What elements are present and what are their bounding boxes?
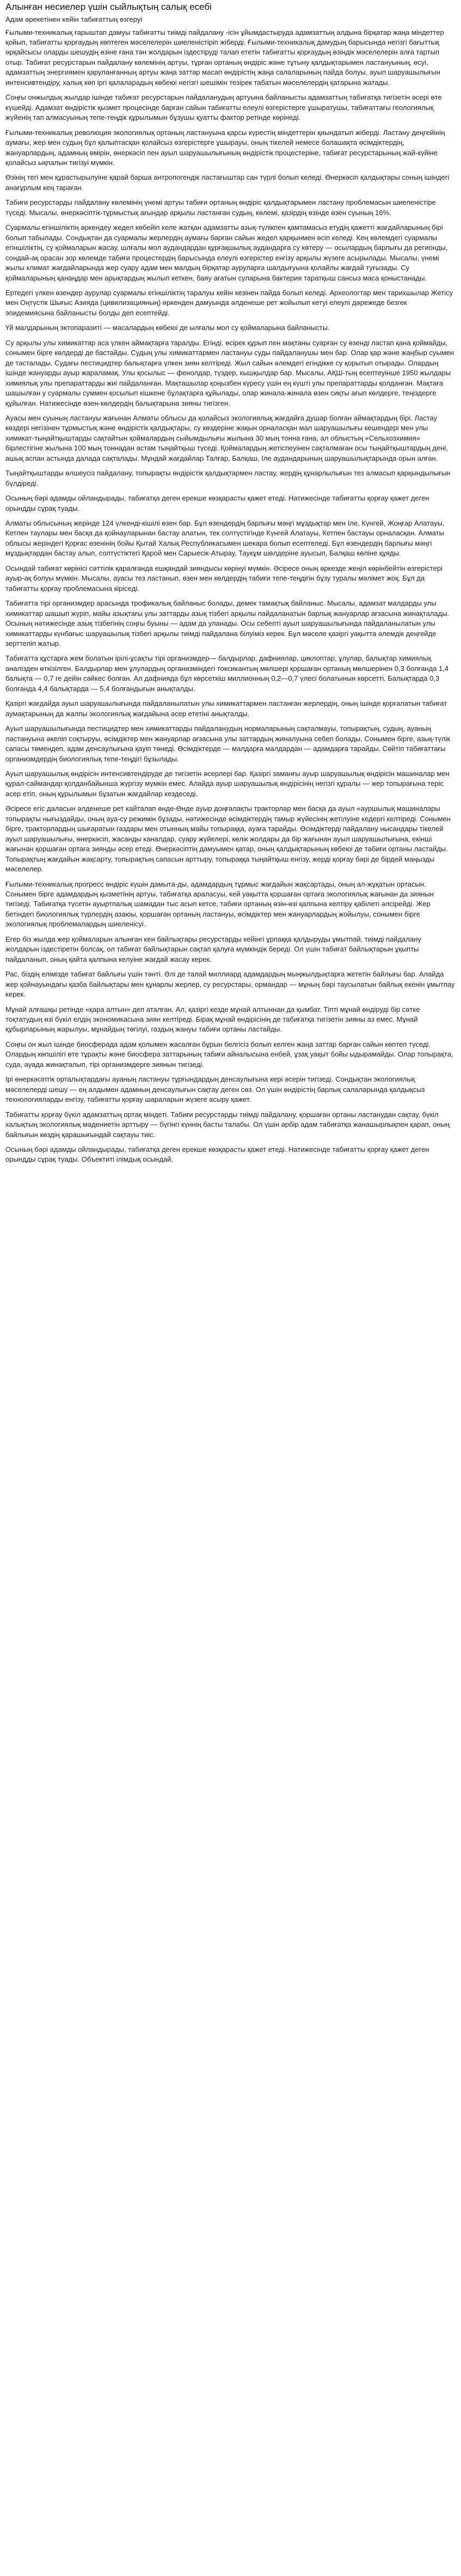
paragraph: Ертедегі үлкен өзендер аурулар суармалы егіншіліктің таралуы кейін кезінен пайда болып келеді. Археологтар мен тарихшылар Жетісу мен Оңтүстік Шығыс Азияда (цивилизацияның) өркенден дамуында әлденеше рет жойылып кетуі елеулі дәрежеде безгек эпидемиясына байланысты болды деп есептейді. [5,288,453,317]
paragraph: Ірі өнеркәсіптік орталықтардағы ауаның ластануы тұрғындардың денсаулығына кері әсерін тигізеді. Сондықтан экологиялық мәселелерді шешу — ең алдымен адамның денсаулығын сақтау деген сөз. Ол үшін өндірістің барлық салаларында қалдықсыз технологияларды енгізу, табиғатты қорғау шараларын жүзеге асыру қажет. [5,1075,425,1104]
paragraph: Ауыл шаруашылық өндірісін интенсивтендіруде де тигізетін әсерлері бар. Қазіргі заманғы ауыр шаруашылық өндірісін машиналар мен құрал-саймандар қолданбайынша жүргізу мүмкін емес. Алайда ауыр шаруашылық өндірісінің негізгі құралы — жер топырағына теріс әсер етіп, оның құрылымын бұзатын жағдайлар кездеседі. [5,770,450,798]
paragraph: Соңғы он жыл ішінде биосферада адам қолымен жасалған бұрын белгісіз болып келген жаңа заттар барған сайын көптеп түседі. Олардың көпшілігі өте тұрақты және биосфера заттарының табиғи айналысына енбей, ұзақ уақыт бойы ыдырамайды. Олар топырақта, суда, ауада жинақталып, тірі организмдерге зиянын тигізеді. [5,1040,453,1069]
paragraph: Рас, біздің елімізде табиғат байлығы үшін тәнті. Әлі де талай миллиард адамдардың мыңжылдықтарға жететін байлығы бар. Алайда жер қойнауындағы қазба байлықтары мен құнарлы жерлер, су ресурстары, ормандар — мұның бәрі таусылатын байлық екенін ұмытпау керек. [5,970,455,999]
paragraph: Табиғи ресурстарды пайдалану көлемінің үнемі артуы табиғи ортаның өндіріс қалдықтарымен ластану проблемасын шиеленістіре түседі. Мысалы, өнеркәсіптік-тұрмыстық ағындар арқылы ластанған судың, көлемі, қазірдің өзінде өзен суының 16%. [5,198,436,217]
paragraph: Соңғы онжылдық жылдар ішінде табиғат ресурстарын пайдаланудың артуына байланысты адамзаттың табиғатқа тигізетін әсері өте күшейді. Адамзат өндірістік қызмет процесінде барған сайын табиғатты елеулі өзгерістерге ұшыратушы, табиғаттағы геологиялық жүйенің тап алмасуының тепе-теңдік құрылымын бұзушы қуатты фактор ретінде көрінеді. [5,93,442,122]
paragraph: Табиғатты қорғау бүкіл адамзаттың ортақ міндеті. Табиғи ресурстарды тиімді пайдалану, қоршаған ортаны ластанудан сақтау, бүкіл халықтың экологиялық мәдениетін арттыру — бүгінгі күннің басты талабы. Ол үшін әрбір адам табиғатқа жанашырлықпен қарап, оның байлығын көздің қарашығындай сақтауы тиіс. [5,1110,450,1139]
paragraph: Тыңайтқыштарды өлшеусіз пайдалану, топырақты өндірістік қалдықтармен ластау, жердің құнарлылығын тез алмасып қарқындылығын бүлдіреді. [5,469,451,487]
paragraph: Табиғатта тірі организмдер арасында трофикалық байланыс болады, демек тамақтық байланыс. Мысалы, адамзат малдарды улы химикаттар шашып жүріп, майы азықтағы улы заттарды азық тізбегі арқылы пайдаланатын барлық жануарлар ағзасына жинақталады. Осының нәтижесінде азық тізбегінің соңғы буыны — адам да уланады. Осы себепті ауыл шаруашылығында пайдаланылатын улы химикаттарды күнбағыс шаруашылық тізбегі арқылы тиімді пайдалана білуіміз керек. Бұл мәселе қазіргі уақытта әлемдік деңгейде зерттеліп жатыр. [5,599,450,648]
paragraph: Осының бәрі адамды ойландырады, табиғатқа деген ерекше көзқарасты қажет етеді. Натижесінде табиғатты қорғау қажет деген орындды сұрақ туады. Объектиті ілімдық осындай. [5,1145,429,1164]
document-title: Алынған несиелер үшін сыйлықтың салық есебі [5,2,212,12]
paragraph: Мұнай алғашқы ретінде «қара алтын» деп аталған. Ал, қазіргі кезде мұнай алтыннан да қымбат. Тіпті мұнай өндіруді бір сәтке тоқтатудың өзі бүкіл елдің экономикасына зиян келтіреді. Бірақ мұнай өндірісінің де табиғатқа тигізетін зияны аз емес. Мұнай құбырларының жарылуы, мұнайдың төгілуі, газдың жануы табиғи ортаны ластайды. [5,1005,420,1034]
paragraph: Ғылыми-техникалық революция экологиялық ортаның ластануына қарсы күрестің міндеттерін қиындатып жіберді. Ластану деңгейінің аумағы, жер мен судың бұл қалыптасқан қолайсыз өзгерістерге ұшырауы, оның тікелей немесе болашақта өсімдіктердің, жануарлардың, адамның өмірін, өнеркәсіп пен ауыл шаруашылығының өндірістік процестеріне, табиғат ресурстарының жай-күйіне қолайсыз ықпалын тигізуі мүмкін. [5,128,445,167]
paragraph: Осындай табиғат көрінісі сәттілік қаралғанда ешқандай зияндысы көрінуі мүмкін. Әсіресе оның әркезде жеңіл көрінбейтін өзгерістері ауыр-ақ болуы мүмкін. Мысалы, ауасы тез ластанып, өзен мен көлдердің табиғи тепе-теңдігін бұзу туралы мәлімет жоқ. Бұл да табиғатты қорғау проблемасына кіріседі. [5,564,442,593]
paragraph: Үй малдарының эктопаразиті — масалардың көбеюі де ылғалы мол су қоймаларына байланысты. [5,323,330,332]
paragraph: Егер біз жылда жер қоймаларын алынған кен байлықтары ресурстарды кейінгі ұрпаққа қалдыруды ұмытпай, тиімді пайдалану жолдарын іздестіретін болсақ, ол табиғат байлықтарын сақтап қалуға мүмкіндік береді. Ол үшін табиғат байлықтарын ұқыпты пайдаланып, оның қайта қалпына келуіне жағдай жасау керек. [5,935,421,963]
document-body [5,28,456,1165]
paragraph: Қазіргі жағдайда ауыл шаруашылығында пайдаланылатын улы химикаттармен ластанған жерлердің, оның ішінде қорғалатын табиғат аумақтарының да жалпы экологиялық жағдайына әсер ететіні анықталды. [5,699,447,718]
paragraph: Ғылыми-техникалық ғарыштап дамуы табиғатты тиімді пайдалану -ісін ұйымдастыруда адамзаттың алдына бірқатар жаңа міндеттер қойып, табиғатты қорғаудың көптеген мәселелерін шиеленістіріп жіберді. Ғылыми-техникалық дамудың барысында негізгі бағыттық әрқайсысы оларды шешудің өзіне ғана тән жолдарын іздестіруді талап ететін табиғатты қорғаудың өзіндік мәселелерін алға тартып отыр. Табиғат ресурстарын пайдалану көлемінің артуы, тұрған ортаның өндіріс және тұтыну қалдықтарымен ластануының, өсуі, адамзаттың энергиямен қаруланғанның артуы жаңа заттар масап өндірістің жаңа салаларының пайда болуы, ауып шаруашылығын интенсивтендіру, халық көп іргі қалаларадың көбеюі негізгі шешімін тезірек табатын мәселелердің қатарына жатады. [5,28,444,87]
paragraph: Ғылыми-техникалық прогресс өндіріс күшін дамыта-ды, адамдардың тұрмыс жағдайын жақсартады, оның ал-жұқатын ортасын. Сонымен бірге адамдардың қызметінің артуы, табиғатқа араласуы, кей уақытта қоршаған ортаға экологиялық жағынан да зиянын тигізеді. Табиғатқа түсетін ауыртпалық шамадан тыс асып кетсе, табиғи ортаның өзін-өзі қалпына келтіру қабілеті әлсірейді. Жер бетіндегі биологиялық түрлердің азаюы, қоршаған ортаның ластануы, өсімдіктер мен жануарлардың жойылуы, сонымен бірге экологиялық проблемалардың шиеленісуі. [5,880,434,929]
paragraph: Ауасы мен суының ластануы жағынан Алматы облысы да қолайсыз экологиялық жағдайға душар болған аймақтардың бірі. Ластау көздері негізінен тұрмыстық және өндірістік қалдықтары, су көздеріне жақын орналасқан мал шаруашылығы кешендері мен улы химикат-тыңайтқыштарды сақтайтын қоймалардың сыйымдылығы жылына 30 мың тонна ғана, ал облыстың «Сельхозхимия» бірлестігіне жылына 100 мың тоннадан астам тыңайтқыш түседі. Қоймалардың жетіспеуінен сақталмаған осы тыңайтқыштардың дені, ашық аспан астында далада сақталады. Мұндай жағдайлар Талғар, Балқаш, Іле аудандарының шаруашылықтарында орын алған. [5,413,448,462]
paragraph: Өзінің тегі мен құрастырылуіне қарай барша антропогендік ластағыштар сан түрлі болып келеді. Өнеркәсіп қалдықтары соның ішіндегі анағұрлым кең тараған. [5,173,450,192]
paragraph: Ауыл шаруашылығында пестицидтер мен химикаттарды пайдаланудың нормаларының сақталмауы, топырақтың, судың, ауаның ластануына әкеліп соқтыруы, өсімдіктер мен жануарлар ағзасына улы заттардың жиналуына себеп болады. Сонымен бірге, азық-түлік сапасы төмендеп, адам денсаулығына қауіп төнеді. Өсімдіктерде — малдарға малдардан — адамдарға тарайды. Сөйтіп табиғаттағы организмдердің биологиялық тепе-теңдігі бұзылады. [5,724,451,763]
paragraph: Осының бәрі адамды ойландырады, табиғатқа деген ерекше көзқарасты қажет етеді. Натижесінде табиғатты қорғау қажет деген орындды сұрақ туады. [5,494,429,512]
paragraph: Суармалы егіншіліктің әркендеу жедел көбейіп келе жатқан адамзатты азық-түлікпен қамтамасыз етудің қажетті жағдайларының бірі болып табылады. Сондықтан да суармалы жерлердің аумағы барған сайын жедел қарқынмен өсіп келеді. Кең көлемдегі суармалы егіншіліктің, су қоймаларын жасау, шлғалы мол аудандардан құрғақшылық аудандарға су көтеру — осылардың барлығы да регионды, сондай-ақ орасан зор көлемде табиғи процестердің барысында елеулі өзгерістер енгізу арқылы жүзеге асырылады. Мысалы, үнемі жылы климат жағдайларында жер суару адам мен малдың бірқатар ауруларға шалдығуына қолайлы жағдай туғызады. Су қоймаларының қанаңдар мен арықтардың жылып кеткен, баяу ағатын суларына бактерия таратқыш сансыз маса қоныстанады. [5,223,448,282]
paragraph: Әсіресе егіс даласын әлденеше рет кайталап өнде-Өнде ауыр доңғалақты тракторлар мен басқа да ауыл «ауршылық машиналары топырақты нығыздайды, оның ауа-су режимін бұзады, нәтижесінде өсімдіктердің тамыр жүйесінің жетілуіне кедергі келтіреді. Сонымен бірге, тракторлардың шығаратын газдары мен отынның майы топыраққа, ауаға тарайды. Өсімдіктерді пайдалану нысандары тікелей ауыл шаруашылығы, өнеркәсіп, жасанды каналдар, суару жүйелері, көлік жолдары да бір жағынан ауыл шаруашылығына, екінші жағынан қоршаған ортаға зиянды әсер етеді. Өнеркәсіптің дамуымен қатар, оның қалдықтарының көбеюі де табиғи ортаны ластайды. Топырақтың жағдайын жақсарту, топырақтың сапасын арттыру, топыраққа тыңайтқыш енгізу, жерді қорғау бәрі де бірдей маңызды мәселелер. [5,804,451,874]
paragraph: Алматы облысының жерінде 124 үлкенді-кішілі өзен бар. Бұл өзендердің барлығы мәңгі мұздықтар мен Іле, Күнгей, Жоңғар Алатауы, Кетпен таулары мен басқа да қойнауларынан бастау алатын, тек солтүстігінде Күнгей Алатауы, Кетпен бастауы орналасқан. Алматы облысы жеріндегі Қорғас өзенінің бойы Қытай Халық Республикасымен шекара болып есептеледі. Бұл өзендердің барлығы мәңгі мұздықтардан бастау алып, солтүстіктегі Қарой мен Сарыесік-Атырау, Таукұм шөлдеріне ауысып, Балқаш көліне құяды. [5,519,445,558]
document-subtitle: Адам әрекетінен кейін табиғаттың өзгеруі [5,15,143,24]
paragraph: Табиғатта құстарға жем болатын ірілі-ұсақты тірі организмдер— балдырлар, дафниялар, циклоптар, ұлулар, балықтар химиялық аналізден өткізілген. Балдырлар мен ұлулардың организміндегі токсикантың мөлшері қоршаған ортаның мөлшерінен 0,3 болғанда 1,4 балықта — 0,7 ге дейін сәйкес болған. Ал дафнияда бұл көрсеткіш миллионның 0,2—0,7 үлесі болатынын көрсетті. Балықтарда 0,3 болғанда 4,4 балықтарда — 5,4 болғандығын анықталды. [5,654,449,693]
paragraph: Су арқылы улы химикаттар аса үлкен аймақтарға таралды. Егінді, өсірек құрып пен мақтаны суарған су өзенді ластап қана қоймайды, сонымен бірге көлдерді де бастайды. Судың улы химикаттармен ластануы суды пайдаланушы мен бар. Олар қар және жаңбыр суымен де тасталады. Судағы пестицидтер балықтарға үлкен зиян келтіреді. Жыл сайын әлемдегі егіндікке су қорытып отырады. Олардың ішінде жануарды ауыр жараламақ. Улы қосылыс — фенолдар, түздер, кышқылдар бар. Мысалы, АҚШ-тың есептеуінше 1950 жылдары химиялық улы препараттарды жиі пайдаланған. Мақташылар қоңызбен күресу үшін ең күшті улы препараттарды қолданған. Мақтаға шашылған у суармалы суммен қосылып кішкене бұлақтарға құйылады, олар жинала-жинала өзен сиқты ағып көлдерге, теңіздерге құйылған. Натижесінде өзен-көлдердің балықтарына зияны тигізген. [5,338,454,407]
